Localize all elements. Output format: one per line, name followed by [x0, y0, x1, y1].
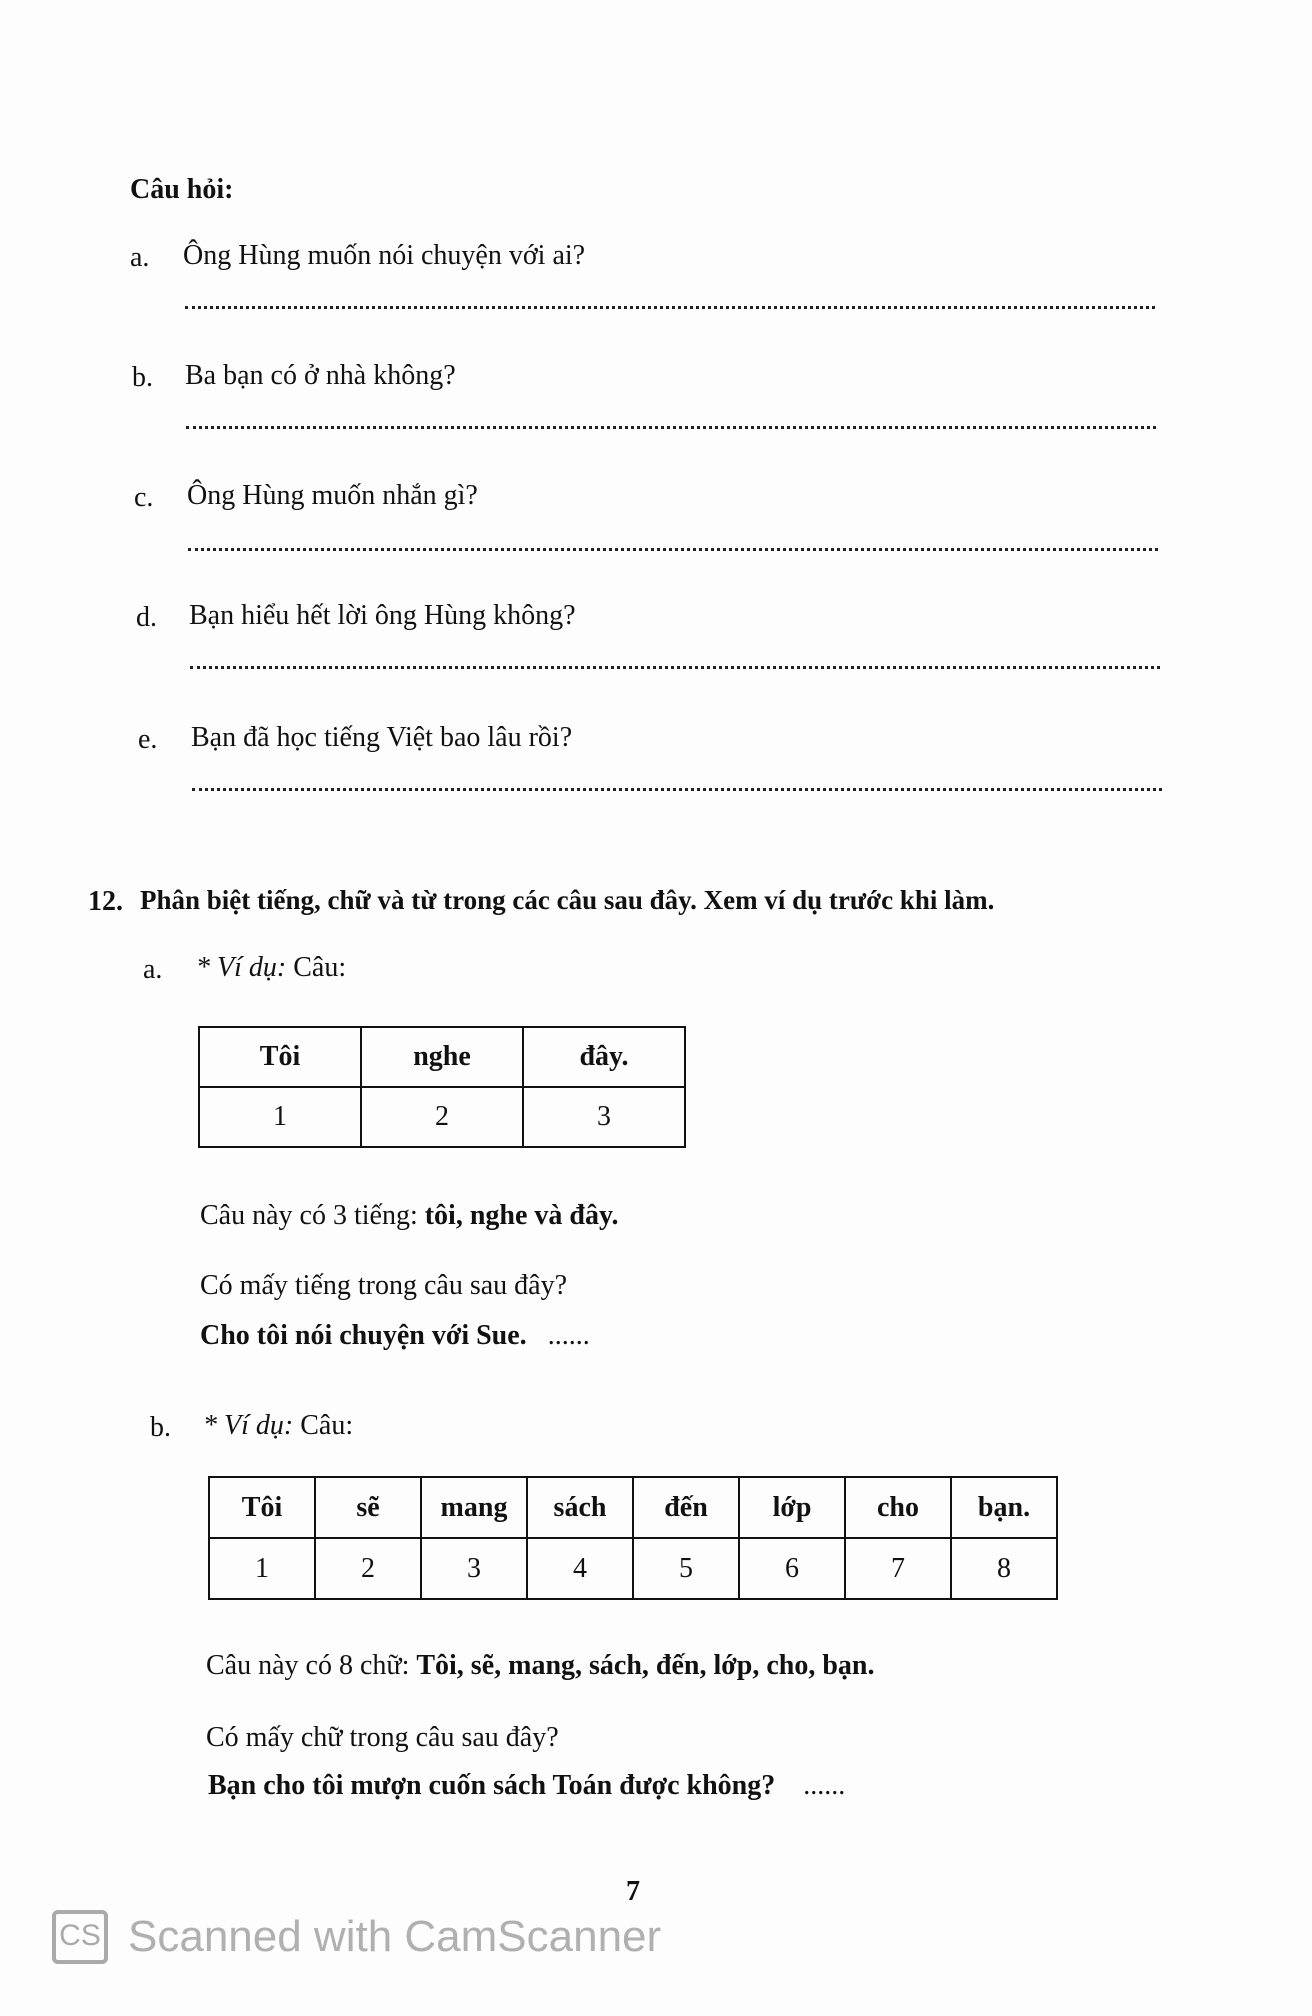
questions-heading: Câu hỏi: [130, 174, 234, 205]
part-a-question: Có mấy tiếng trong câu sau đây? [200, 1270, 568, 1301]
part-a-letter: a. [143, 954, 163, 985]
part-a-example [196, 952, 346, 984]
answer-line-b[interactable] [186, 426, 1156, 429]
question-b-text: Ba bạn có ở nhà không? [185, 360, 456, 391]
question-b-letter: b. [132, 362, 153, 393]
word-cell: đây. [523, 1027, 685, 1087]
example-label: * Ví dụ: [196, 952, 287, 983]
part-b-sentence [208, 1770, 845, 1802]
answer-blank[interactable]: ...... [803, 1770, 846, 1801]
number-cell: 5 [633, 1538, 739, 1599]
word-cell: nghe [361, 1027, 523, 1087]
word-cell: lớp [739, 1477, 845, 1538]
word-cell: mang [421, 1477, 527, 1538]
number-cell: 3 [523, 1087, 685, 1147]
answer-line-a[interactable] [185, 306, 1155, 309]
exercise-number: 12. [88, 886, 123, 917]
explanation-bold: tôi, nghe và đây. [424, 1200, 619, 1231]
word-cell: sẽ [315, 1477, 421, 1538]
part-a-explanation [200, 1200, 618, 1232]
sentence: Bạn cho tôi mượn cuốn sách Toán được không? [208, 1770, 776, 1801]
number-cell: 8 [951, 1538, 1057, 1599]
question-c-text: Ông Hùng muốn nhắn gì? [187, 480, 478, 511]
number-cell: 1 [199, 1087, 361, 1147]
explanation-prefix: Câu này có 3 tiếng: [200, 1200, 418, 1231]
example-word: Câu: [293, 952, 347, 983]
number-cell: 3 [421, 1538, 527, 1599]
word-cell: Tôi [209, 1477, 315, 1538]
example-word: Câu: [300, 1410, 354, 1441]
part-b-letter: b. [150, 1412, 171, 1443]
part-b-explanation [206, 1650, 875, 1682]
part-b-question: Có mấy chữ trong câu sau đây? [206, 1722, 559, 1753]
question-d-letter: d. [136, 602, 157, 633]
word-cell: đến [633, 1477, 739, 1538]
part-a-sentence [200, 1320, 590, 1352]
answer-line-e[interactable] [192, 788, 1162, 791]
camscanner-watermark: Scanned with CamScanner [128, 1912, 662, 1961]
sentence: Cho tôi nói chuyện với Sue. [200, 1320, 527, 1351]
word-cell: sách [527, 1477, 633, 1538]
number-cell: 6 [739, 1538, 845, 1599]
number-cell: 1 [209, 1538, 315, 1599]
question-d-text: Bạn hiểu hết lời ông Hùng không? [189, 600, 576, 631]
question-e-text: Bạn đã học tiếng Việt bao lâu rồi? [191, 722, 573, 753]
explanation-prefix: Câu này có 8 chữ: [206, 1650, 410, 1681]
word-cell: Tôi [199, 1027, 361, 1087]
question-a-letter: a. [130, 242, 150, 273]
answer-line-d[interactable] [190, 666, 1160, 669]
question-a-text: Ông Hùng muốn nói chuyện với ai? [183, 240, 586, 271]
example-table-b [208, 1476, 1058, 1600]
example-label: * Ví dụ: [203, 1410, 294, 1441]
word-cell: bạn. [951, 1477, 1057, 1538]
answer-line-c[interactable] [188, 548, 1158, 551]
answer-blank[interactable]: ...... [547, 1320, 590, 1351]
question-e-letter: e. [138, 724, 158, 755]
page-number: 7 [626, 1876, 640, 1907]
example-table-a [198, 1026, 686, 1148]
exercise-title: Phân biệt tiếng, chữ và từ trong các câu sau đây. Xem ví dụ trước khi làm. [140, 885, 995, 915]
question-c-letter: c. [134, 482, 154, 513]
number-cell: 7 [845, 1538, 951, 1599]
number-cell: 4 [527, 1538, 633, 1599]
part-b-example [203, 1410, 353, 1442]
word-cell: cho [845, 1477, 951, 1538]
number-cell: 2 [315, 1538, 421, 1599]
number-cell: 2 [361, 1087, 523, 1147]
explanation-bold: Tôi, sẽ, mang, sách, đến, lớp, cho, bạn. [416, 1650, 875, 1681]
camscanner-logo-icon: CS [52, 1910, 108, 1964]
